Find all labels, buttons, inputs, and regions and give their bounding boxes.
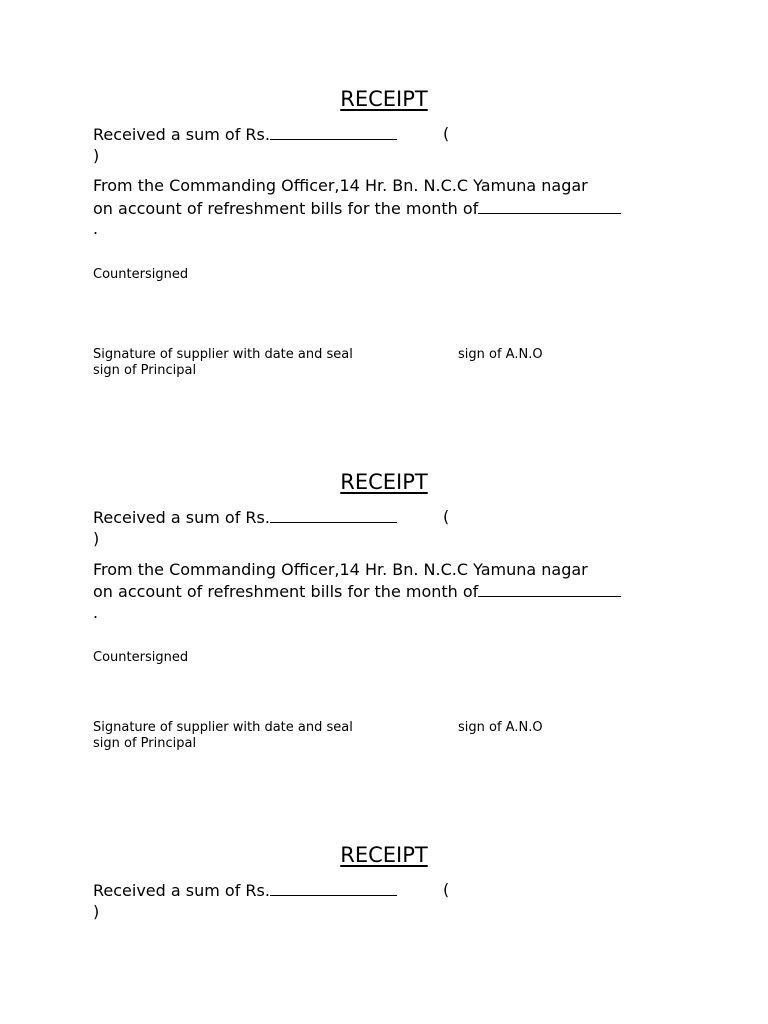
- month-label: on account of refreshment bills for the month of: [93, 582, 479, 601]
- ano-signature-label: sign of A.N.O: [458, 347, 543, 362]
- from-line-2: [93, 581, 621, 602]
- receipt-title: RECEIPT: [340, 843, 428, 867]
- amount-blank: [270, 124, 397, 140]
- from-line-1: From the Commanding Officer,14 Hr. Bn. N.C.C Yamuna nagar: [93, 560, 588, 579]
- countersigned-label: Countersigned: [93, 267, 189, 282]
- principal-signature-label: sign of Principal: [93, 736, 197, 751]
- period-mark: .: [93, 219, 99, 238]
- paren-open: (: [443, 507, 450, 526]
- from-line-2: [93, 198, 621, 219]
- sum-label: Received a sum of Rs.: [93, 881, 270, 900]
- period-mark: .: [93, 603, 99, 622]
- countersigned-label: Countersigned: [93, 650, 189, 665]
- receipt-title: RECEIPT: [340, 470, 428, 494]
- supplier-signature-label: Signature of supplier with date and seal: [93, 347, 353, 362]
- sum-label: Received a sum of Rs.: [93, 125, 270, 144]
- paren-close: ): [93, 146, 100, 165]
- month-blank: [478, 198, 621, 214]
- principal-signature-label: sign of Principal: [93, 363, 197, 378]
- paren-open: (: [443, 124, 450, 143]
- sum-line: [93, 124, 397, 145]
- amount-blank: [270, 507, 397, 523]
- sum-line: [93, 507, 397, 528]
- month-blank: [478, 581, 621, 597]
- paren-close: ): [93, 529, 100, 548]
- sum-line: [93, 880, 397, 901]
- receipt-title: RECEIPT: [340, 87, 428, 111]
- ano-signature-label: sign of A.N.O: [458, 720, 543, 735]
- supplier-signature-label: Signature of supplier with date and seal: [93, 720, 353, 735]
- from-line-1: From the Commanding Officer,14 Hr. Bn. N.C.C Yamuna nagar: [93, 176, 588, 195]
- paren-close: ): [93, 902, 100, 921]
- sum-label: Received a sum of Rs.: [93, 508, 270, 527]
- paren-open: (: [443, 880, 450, 899]
- amount-blank: [270, 880, 397, 896]
- month-label: on account of refreshment bills for the month of: [93, 199, 479, 218]
